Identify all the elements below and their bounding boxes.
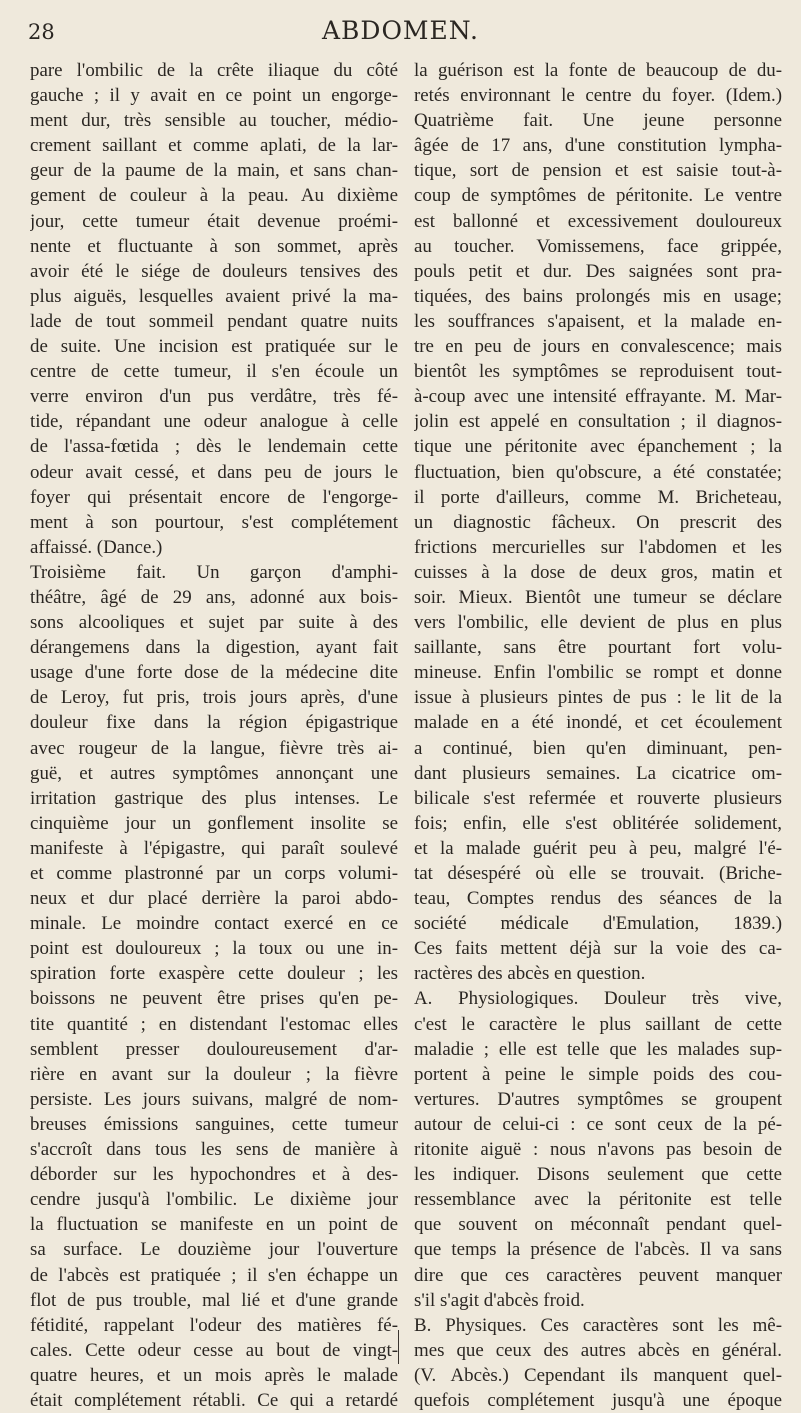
text-line: quatre heures, et un mois après le malade: [30, 1364, 398, 1386]
text-line: à-coup avec une intensité effrayante. M. Mar-: [414, 386, 782, 408]
text-line: tat désespéré où elle se trouvait. (Briche-: [414, 863, 782, 884]
text-line: coup de symptômes de péritonite. Le ventre: [414, 185, 782, 207]
text-line: bilicale s'est refermée et rouverte plusieurs: [414, 787, 782, 809]
text-line: foyer qui présentait encore de l'engorge-: [30, 486, 398, 508]
text-line: pouls petit et dur. Des saignées sont pra-: [414, 260, 782, 282]
text-line: rière en avant sur la douleur ; la fièvre: [30, 1063, 398, 1085]
text-line: fluctuation, bien qu'obscure, a été constatée;: [414, 461, 782, 483]
text-line: s'accroît dans tous les sens de manière à: [30, 1139, 398, 1161]
text-line: était complétement rétabli. Ce qui a retardé: [30, 1389, 398, 1411]
text-line: la fluctuation se manifeste en un point de: [30, 1214, 398, 1236]
text-line: un diagnostic fâcheux. On prescrit des: [414, 511, 782, 533]
text-line: guë, et autres symptômes annonçant une: [30, 762, 398, 784]
text-line: que souvent on méconnaît pendant quel-: [414, 1214, 782, 1236]
text-line: vertures. D'autres symptômes se groupent: [414, 1088, 782, 1110]
text-line: dérangemens dans la digestion, ayant fait: [30, 637, 398, 659]
text-line: société médicale d'Emulation, 1839.): [414, 913, 782, 935]
text-line: crement saillant et comme aplati, de la lar-: [30, 135, 398, 157]
running-head: ABDOMEN.: [321, 16, 480, 45]
text-line: manifeste à l'épigastre, qui paraît soulevé: [30, 837, 398, 859]
text-line: minale. Le moindre contact exercé en ce: [30, 913, 398, 935]
text-line: ment dur, très sensible au toucher, médio-: [30, 110, 398, 132]
column-rule-mark: [398, 1330, 399, 1364]
text-line: mes que ceux des autres abcès en général.: [414, 1339, 782, 1361]
text-line: usage d'une forte dose de la médecine dite: [30, 662, 398, 684]
text-line: saillante, sans être pourtant fort volu-: [414, 637, 782, 659]
text-line: irritation gastrique des plus intenses. Le: [30, 787, 398, 809]
text-line: cales. Cette odeur cesse au bout de vingt-: [30, 1339, 398, 1361]
text-line: tite quantité ; en distendant l'estomac elles: [30, 1013, 398, 1035]
text-line: affaissé. (Dance.): [30, 536, 163, 558]
text-line: flot de pus trouble, mal lié et d'une grande: [30, 1289, 398, 1311]
text-line: déborder sur les hypochondres et à des-: [30, 1164, 398, 1186]
text-line: fois; enfin, elle s'est oblitérée solidement,: [414, 812, 782, 834]
text-line: soir. Mieux. Bientôt une tumeur se déclare: [414, 586, 782, 608]
text-line: retés environnant le centre du foyer. (Idem.): [414, 85, 782, 107]
text-line: gauche ; il y avait en ce point un engorge-: [30, 85, 398, 107]
right-text-column: [414, 58, 782, 1413]
text-line: cendre jusqu'à l'ombilic. Le dixième jour: [30, 1189, 398, 1211]
text-line: mineuse. Enfin l'ombilic se rompt et donne: [414, 662, 782, 684]
text-line: ritonite aiguë : nous n'avons pas besoin de: [414, 1139, 782, 1161]
text-line: ressemblance avec la péritonite est telle: [414, 1189, 782, 1211]
text-line: Quatrième fait. Une jeune personne: [414, 110, 782, 132]
text-line: tique une péritonite avec épanchement ; la: [414, 436, 782, 458]
text-line: malade en a été inondé, et cet écoulement: [414, 712, 782, 734]
text-line: fétidité, rappelant l'odeur des matières fé-: [30, 1314, 398, 1336]
text-line: et comme plastronné par un corps volumi-: [30, 863, 398, 884]
text-line: breuses émissions sanguines, cette tumeur: [30, 1113, 398, 1135]
page-number: 28: [28, 20, 55, 44]
text-line: maladie ; elle est telle que les malades sup-: [414, 1038, 782, 1060]
text-line: odeur avait cessé, et dans peu de jours le: [30, 461, 398, 483]
text-line: quefois complétement jusqu'à une époque: [414, 1389, 782, 1411]
text-line: de Leroy, fut pris, trois jours après, d'une: [30, 687, 398, 709]
text-line: les souffrances s'apaisent, et la malade en-: [414, 310, 782, 332]
text-line: et la malade guérit peu à peu, malgré l'é-: [414, 837, 782, 859]
text-line: verre environ d'un pus verdâtre, très fé-: [30, 386, 398, 408]
text-line: centre de cette tumeur, il s'en écoule un: [30, 361, 398, 383]
text-line: dire que ces caractères peuvent manquer: [414, 1264, 782, 1286]
text-line: de l'abcès est pratiquée ; il s'en échappe un: [30, 1264, 398, 1286]
text-line: la guérison est la fonte de beaucoup de du-: [414, 60, 782, 81]
text-line: il porte d'ailleurs, comme M. Bricheteau,: [414, 486, 782, 508]
text-line: est ballonné et excessivement douloureux: [414, 210, 782, 232]
text-line: douleur fixe dans la région épigastrique: [30, 712, 398, 734]
text-line: de suite. Une incision est pratiquée sur le: [30, 336, 398, 358]
text-line: s'il s'agit d'abcès froid.: [414, 1289, 585, 1311]
text-line: c'est le caractère le plus saillant de cette: [414, 1013, 782, 1035]
text-line: tique, sort de pension et est saisie tout-à-: [414, 160, 782, 182]
page-header: [0, 14, 801, 44]
text-line: autour de celui-ci : ce sont ceux de la pé-: [414, 1113, 782, 1135]
text-line: boissons ne peuvent être prises qu'en pe-: [30, 988, 398, 1010]
text-line: frictions mercurielles sur l'abdomen et les: [414, 536, 782, 558]
text-line: dant plusieurs semaines. La cicatrice om-: [414, 762, 782, 784]
text-line: cinquième jour un gonflement insolite se: [30, 812, 398, 834]
text-line: tiquées, des bains prolongés mis en usage;: [414, 285, 782, 307]
text-line: lade de tout sommeil pendant quatre nuits: [30, 310, 398, 332]
text-line: âgée de 17 ans, d'une constitution lympha-: [414, 135, 782, 157]
text-line: A. Physiologiques. Douleur très vive,: [414, 988, 782, 1010]
text-line: point est douloureux ; la toux ou une in-: [30, 938, 398, 960]
text-line: portent à peine le simple poids des cou-: [414, 1063, 782, 1085]
text-line: jolin est appelé en consultation ; il diagnos-: [414, 411, 782, 433]
text-line: geur de la paume de la main, et sans chan-: [30, 160, 398, 182]
text-line: avec rougeur de la langue, fièvre très ai-: [30, 737, 398, 759]
text-line: ractères des abcès en question.: [414, 963, 646, 985]
text-line: pare l'ombilic de la crête iliaque du côté: [30, 60, 398, 81]
text-line: au toucher. Vomissemens, face grippée,: [414, 235, 782, 257]
text-line: persiste. Les jours suivans, malgré de nom-: [30, 1088, 398, 1110]
text-line: neux et dur placé derrière la paroi abdo-: [30, 888, 398, 910]
text-line: avoir été le siége de douleurs tensives des: [30, 260, 398, 282]
text-line: bientôt les symptômes se reproduisent tout-: [414, 361, 782, 383]
text-line: sons alcooliques et sujet par suite à des: [30, 612, 398, 634]
text-line: théâtre, âgé de 29 ans, adonné aux bois-: [30, 586, 398, 608]
text-line: (V. Abcès.) Cependant ils manquent quel-: [414, 1364, 782, 1386]
text-line: spiration forte exaspère cette douleur ; les: [30, 963, 398, 985]
text-line: nente et fluctuante à son sommet, après: [30, 235, 398, 257]
text-line: Ces faits mettent déjà sur la voie des ca-: [414, 938, 782, 960]
text-line: B. Physiques. Ces caractères sont les mê-: [414, 1314, 782, 1336]
text-line: jour, cette tumeur était devenue proémi-: [30, 210, 398, 232]
text-line: tide, répandant une odeur analogue à celle: [30, 411, 398, 433]
text-line: gement de couleur à la peau. Au dixième: [30, 185, 398, 207]
text-line: Troisième fait. Un garçon d'amphi-: [30, 561, 398, 583]
text-line: vers l'ombilic, elle devient de plus en plus: [414, 612, 782, 634]
text-line: tre en peu de jours en convalescence; mais: [414, 336, 782, 358]
text-line: issue à plusieurs pintes de pus : le lit de la: [414, 687, 782, 709]
text-line: plus aiguës, lesquelles avaient privé la ma-: [30, 285, 398, 307]
left-text-column: [30, 58, 398, 1413]
text-line: a continué, bien qu'en diminuant, pen-: [414, 737, 782, 759]
text-line: les indiquer. Disons seulement que cette: [414, 1164, 782, 1186]
text-line: teau, Comptes rendus des séances de la: [414, 888, 782, 910]
text-line: que temps la présence de l'abcès. Il va sans: [414, 1239, 782, 1261]
text-line: cuisses à la dose de deux gros, matin et: [414, 561, 782, 583]
text-line: de l'assa-fœtida ; dès le lendemain cette: [30, 436, 398, 458]
text-line: ment à son pourtour, s'est complétement: [30, 511, 398, 533]
text-line: semblent presser douloureusement d'ar-: [30, 1038, 398, 1060]
text-line: sa surface. Le douzième jour l'ouverture: [30, 1239, 398, 1261]
